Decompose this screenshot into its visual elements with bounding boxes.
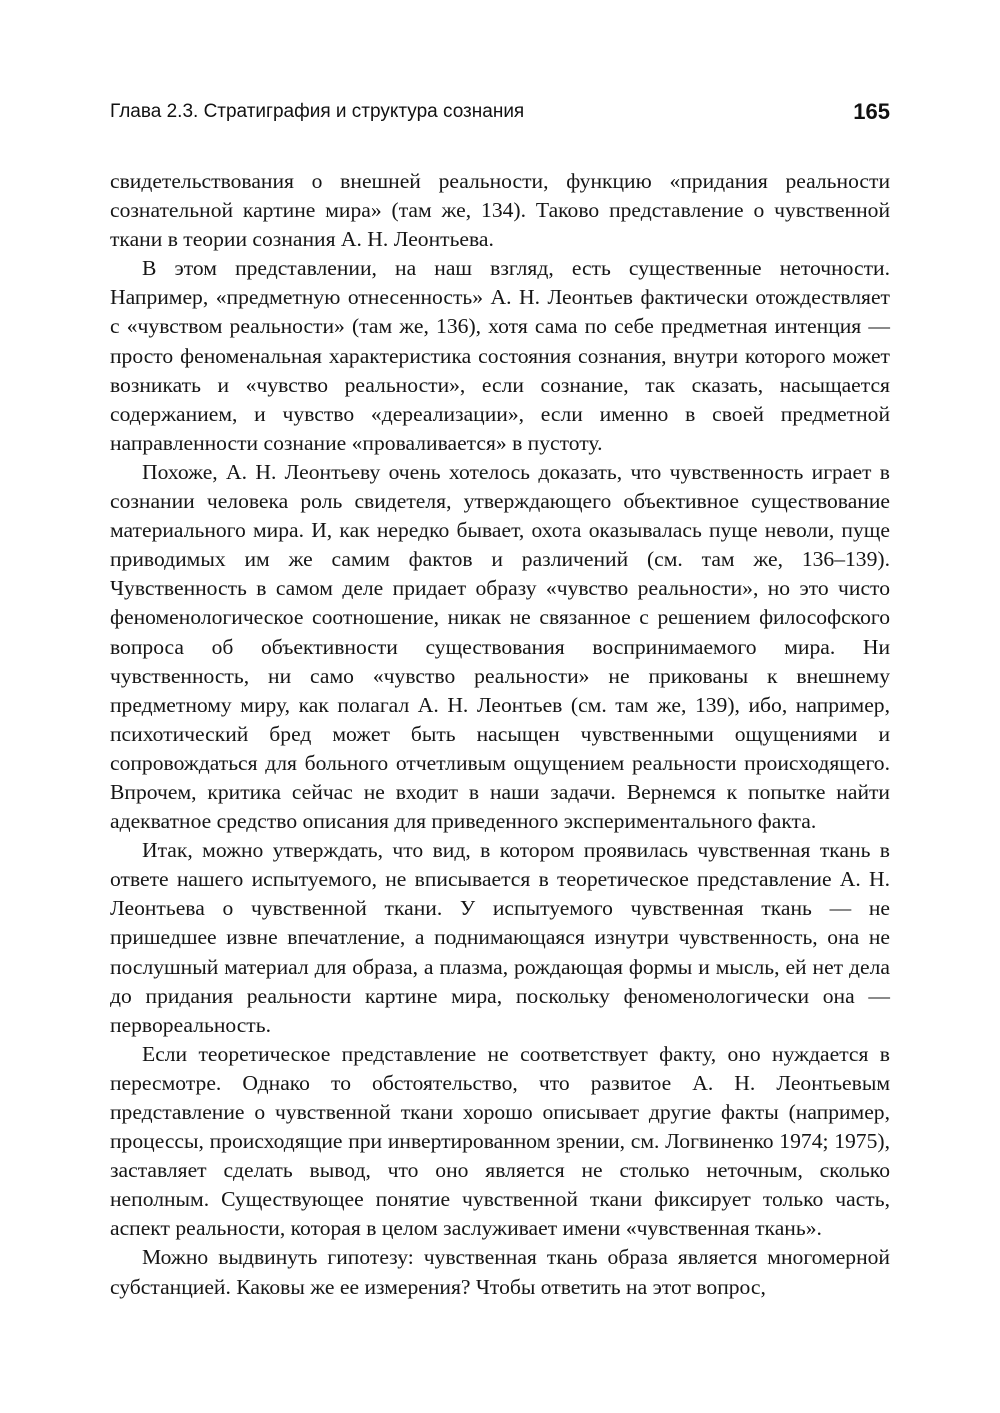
paragraph: В этом представлении, на наш взгляд, есть существенные неточности. Например, «предметную отнесенность» А. Н. Леонтьев фактически отождествляет с «чувством реальности» (там же, 136), хотя сама по себе предметная интенция — просто феноменальная характеристика состояния сознания, внутри которого может возникать и «чувство реальности», если сознание, так сказать, насыщается содержанием, и чувство «дереализации», если именно в своей предметной направленности сознание «проваливается» в пустоту. [110, 256, 890, 455]
paragraph: Если теоретическое представление не соответствует факту, оно нуждается в пересмотре. Однако то обстоятельство, что развитое А. Н. Леонтьевым представление о чувственной ткани хорошо описывает другие факты (например, процессы, происходящие при инвертированном зрении, см. Логвиненко 1974; 1975), заставляет сделать вывод, что оно является не столько неточным, сколько неполным. Существующее понятие чувственной ткани фиксирует только часть, аспект реальности, которая в целом заслуживает имени «чувственная ткань». [110, 1041, 890, 1241]
body-text [110, 167, 890, 1302]
paragraph: Итак, можно утверждать, что вид, в котором проявилась чувственная ткань в ответе нашего испытуемого, не вписывается в теоретическое представление А. Н. Леонтьева о чувственной ткани. У испытуемого чувственная ткань — не пришедшее извне впечатление, а поднимающаяся изнутри чувственность, она не послушный материал для образа, а плазма, рождающая формы и мысль, ей нет дела до придания реальности картине мира, поскольку феноменологически она — первореальность. [110, 838, 890, 1037]
paragraph: Похоже, А. Н. Леонтьеву очень хотелось доказать, что чувственность играет в сознании человека роль свидетеля, утверждающего объективное существование материального мира. И, как нередко бывает, охота оказывалась пуще неволи, пуще приводимых им же самим фактов и различений (см. там же, 136–139). Чувственность в самом деле придает образу «чувство реальности», но это чисто феноменологическое соотношение, никак не связанное с решением философского вопроса об объективности существования воспринимаемого мира. Ни чувственность, ни само «чувство реальности» не прикованы к внешнему предметному миру, как полагал А. Н. Леонтьев (см. там же, 139), ибо, например, психотический бред может быть насыщен чувственными ощущениями и сопровождаться для больного отчетливым ощущением реальности происходящего. Впрочем, критика сейчас не входит в наши задачи. Вернемся к попытке найти адекватное средство описания для приведенного экспериментального факта. [110, 459, 890, 834]
chapter-running-title: Глава 2.3. Стратиграфия и структура сознания [110, 101, 525, 122]
running-header [110, 100, 890, 130]
page-number: 165 [853, 99, 890, 124]
paragraph: Можно выдвинуть гипотезу: чувственная ткань образа является многомерной субстанцией. Каковы же ее измерения? Чтобы ответить на этот вопрос, [110, 1245, 890, 1299]
paragraph-continued: свидетельствования о внешней реальности, функцию «придания реальности сознательной картине мира» (там же, 134). Таково представление о чувственной ткани в теории сознания А. Н. Леонтьева. [110, 169, 890, 252]
